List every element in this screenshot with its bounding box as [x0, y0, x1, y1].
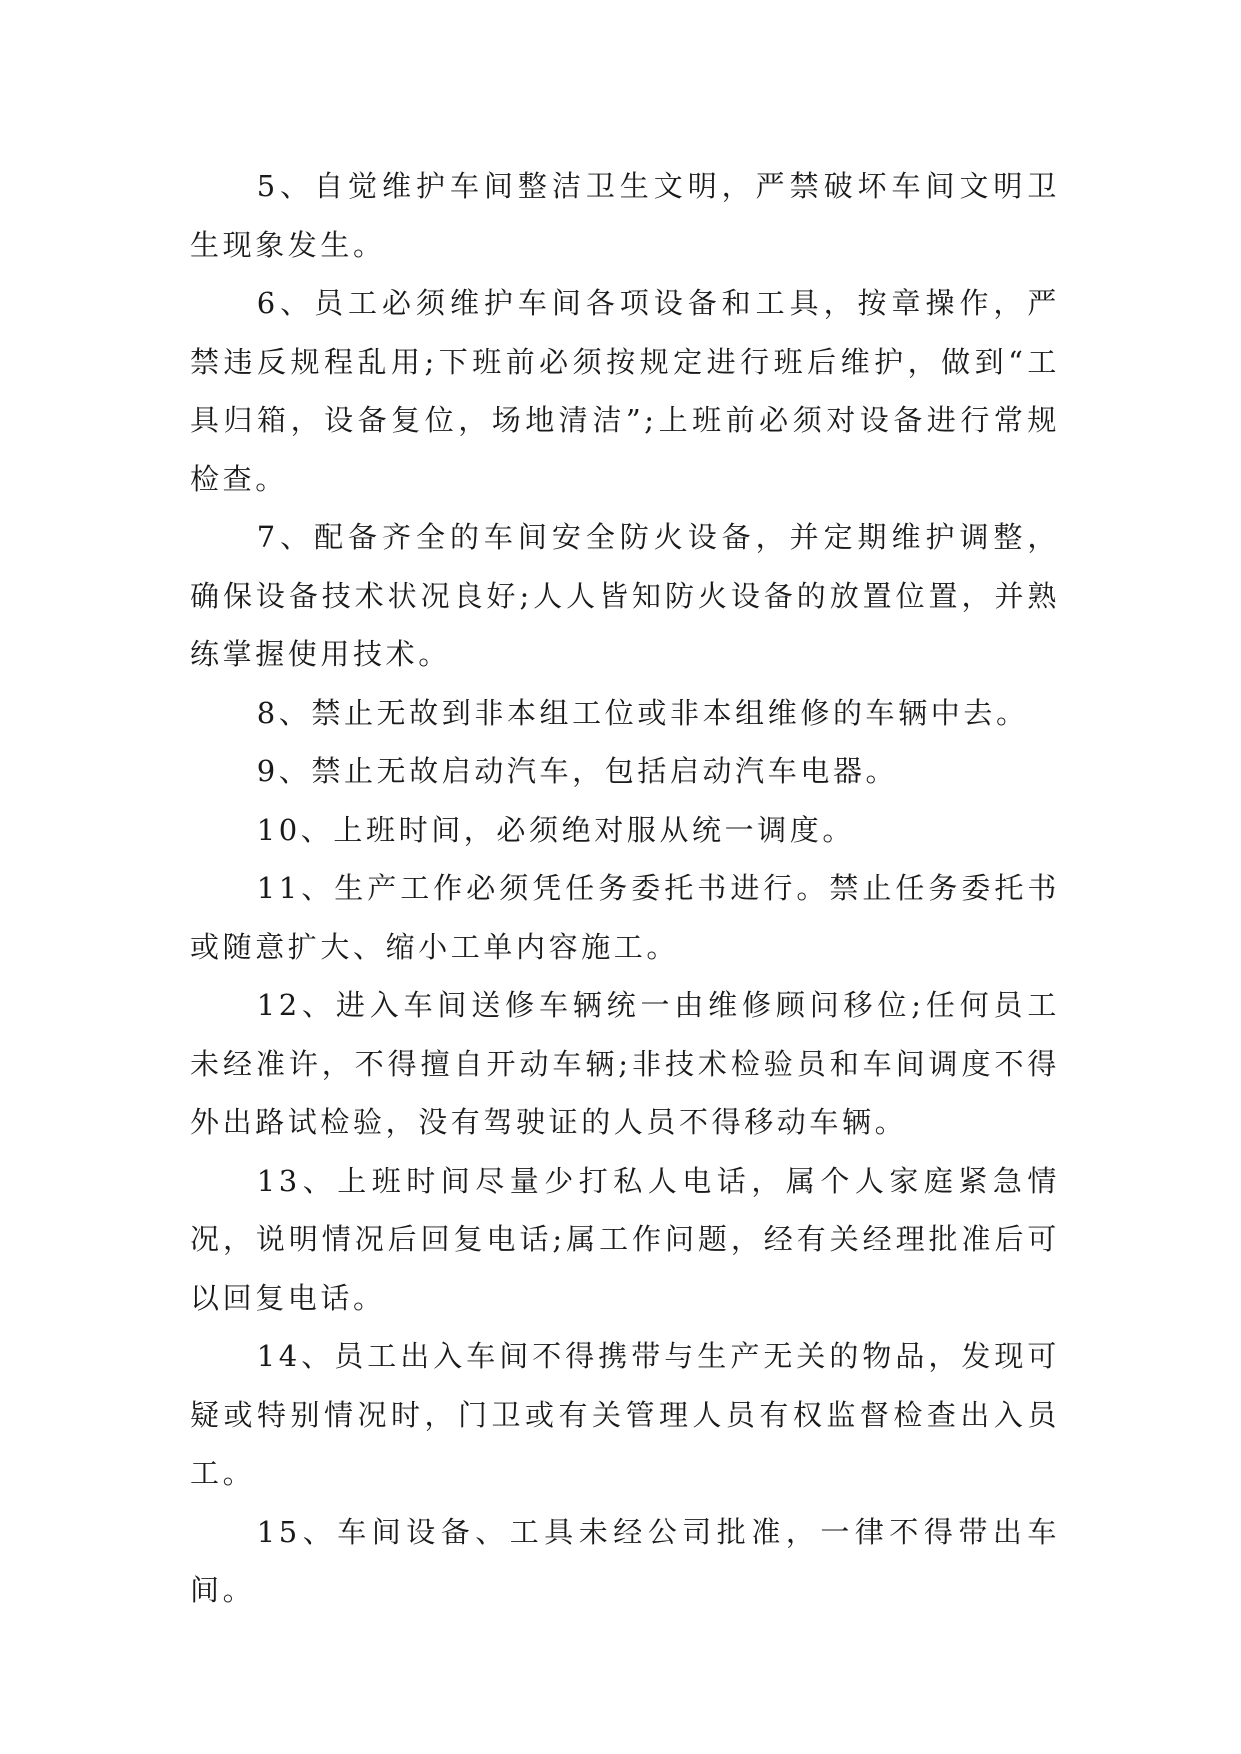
paragraph-rule-14: 14、员工出入车间不得携带与生产无关的物品，发现可疑或特别情况时，门卫或有关管理人员有权监督检查出入员工。	[190, 1339, 1060, 1490]
paragraph-rule-15: 15、车间设备、工具未经公司批准，一律不得带出车间。	[190, 1514, 1060, 1607]
paragraph-rule-7: 7、配备齐全的车间安全防火设备，并定期维护调整，确保设备技术状况良好;人人皆知防火设备的放置位置，并熟练掌握使用技术。	[190, 520, 1060, 671]
paragraph-rule-6: 6、员工必须维护车间各项设备和工具，按章操作，严禁违反规程乱用;下班前必须按规定进行班后维护，做到“工具归箱，设备复位，场地清洁”;上班前必须对设备进行常规检查。	[190, 286, 1060, 496]
paragraph-rule-8: 8、禁止无故到非本组工位或非本组维修的车辆中去。	[256, 695, 1029, 730]
paragraph-rule-13: 13、上班时间尽量少打私人电话，属个人家庭紧急情况，说明情况后回复电话;属工作问题，经有关经理批准后可以回复电话。	[190, 1163, 1060, 1315]
paragraph-rule-11: 11、生产工作必须凭任务委托书进行。禁止任务委托书或随意扩大、缩小工单内容施工。	[190, 871, 1060, 964]
paragraph-rule-5: 5、自觉维护车间整洁卫生文明，严禁破坏车间文明卫生现象发生。	[190, 169, 1060, 262]
document-body	[190, 157, 1060, 1620]
paragraph-rule-10: 10、上班时间，必须绝对服从统一调度。	[256, 812, 855, 847]
paragraph-rule-9: 9、禁止无故启动汽车，包括启动汽车电器。	[256, 754, 899, 788]
paragraph-rule-12: 12、进入车间送修车辆统一由维修顾问移位;任何员工未经准许，不得擅自开动车辆;非技术检验员和车间调度不得外出路试检验，没有驾驶证的人员不得移动车辆。	[190, 988, 1060, 1139]
